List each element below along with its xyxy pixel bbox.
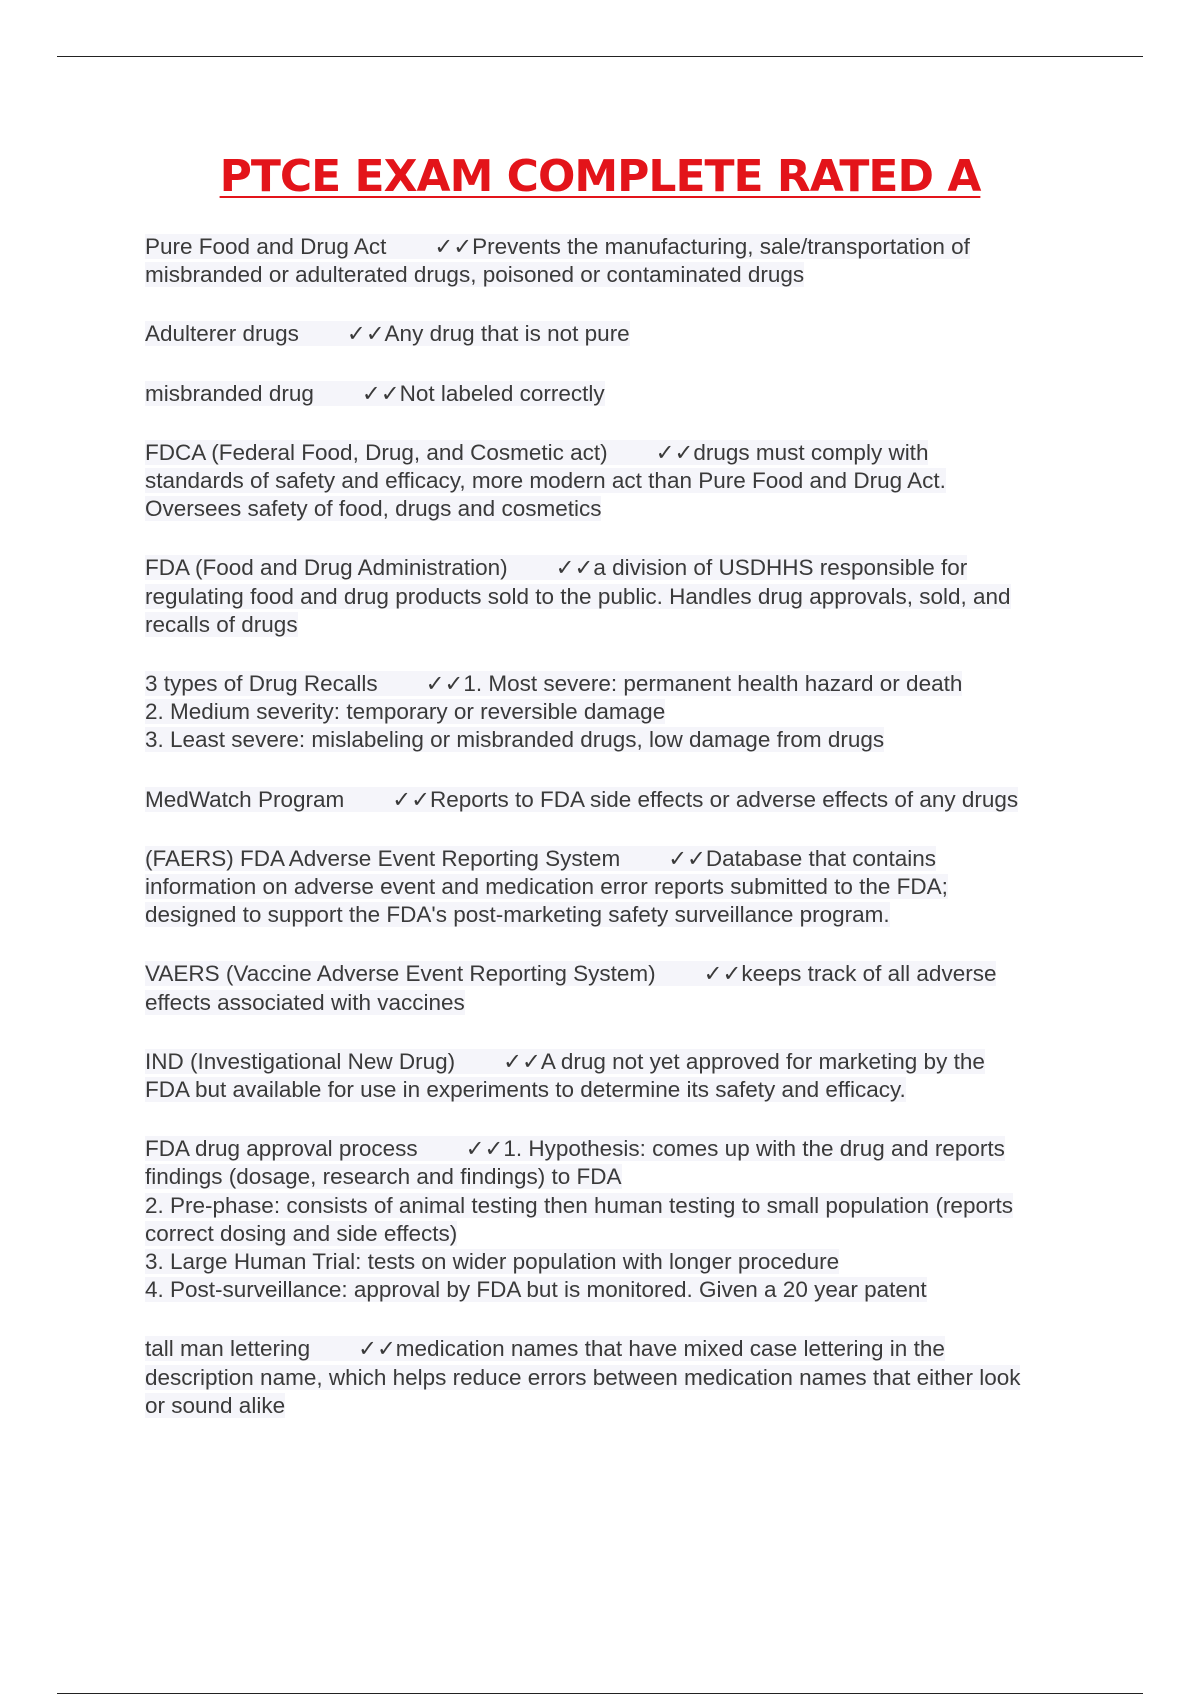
entry-first-line bbox=[145, 320, 1095, 348]
top-divider bbox=[57, 56, 1143, 57]
entry-definition-line: 3. Least severe: mislabeling or misbranded drugs, low damage from drugs bbox=[145, 727, 885, 753]
entry-definition-line: 2. Pre-phase: consists of animal testing then human testing to small population (reports bbox=[145, 1192, 1013, 1218]
entry-highlight bbox=[145, 846, 936, 871]
entry-definition-line: ✓✓a division of USDHHS responsible for bbox=[555, 555, 968, 581]
entry-definition-line: ✓✓A drug not yet approved for marketing by the bbox=[503, 1048, 985, 1074]
entry-first-line bbox=[145, 554, 1095, 582]
entry-highlight bbox=[145, 1336, 945, 1361]
entry-term: Adulterer drugs bbox=[145, 321, 299, 347]
entry-highlight bbox=[145, 555, 967, 580]
entry-term: Pure Food and Drug Act bbox=[145, 234, 387, 259]
entry-first-line bbox=[145, 380, 1095, 408]
entry-definition-line: recalls of drugs bbox=[145, 611, 298, 637]
entry-line-wrapper bbox=[145, 989, 1095, 1017]
entry-definition-line: ✓✓drugs must comply with bbox=[655, 439, 929, 465]
entry-highlight bbox=[145, 1136, 1005, 1161]
entry-definition-line: ✓✓Database that contains bbox=[668, 845, 937, 871]
flashcard-entry bbox=[145, 439, 1095, 524]
entry-definition-line: ✓✓Reports to FDA side effects or adverse effects of any drugs bbox=[392, 786, 1019, 812]
entry-line-wrapper bbox=[145, 583, 1095, 611]
entry-line-wrapper bbox=[145, 1163, 1095, 1191]
entry-line-wrapper bbox=[145, 726, 1095, 754]
entry-term: FDA drug approval process bbox=[145, 1136, 418, 1162]
flashcard-entry bbox=[145, 1335, 1095, 1420]
entry-definition-line: designed to support the FDA's post-marketing safety surveillance program. bbox=[145, 902, 890, 928]
entry-first-line bbox=[145, 1135, 1095, 1163]
page-title bbox=[0, 150, 1200, 204]
entry-line-wrapper bbox=[145, 261, 1095, 289]
flashcard-entry bbox=[145, 380, 1095, 408]
entry-term: FDA (Food and Drug Administration) bbox=[145, 555, 508, 581]
entry-definition-line: description name, which helps reduce errors between medication names that either look bbox=[145, 1364, 1021, 1390]
entry-definition-line: Oversees safety of food, drugs and cosmetics bbox=[145, 496, 602, 522]
entry-line-wrapper bbox=[145, 1220, 1095, 1248]
entry-highlight bbox=[145, 381, 605, 406]
entry-definition-line: findings (dosage, research and findings) to FDA bbox=[145, 1164, 622, 1190]
entry-definition-line: ✓✓Not labeled correctly bbox=[361, 380, 605, 406]
entry-highlight bbox=[145, 1049, 985, 1074]
entry-highlight bbox=[145, 440, 928, 465]
entry-line-wrapper bbox=[145, 1276, 1095, 1304]
entry-highlight bbox=[145, 787, 1018, 812]
entry-line-wrapper bbox=[145, 901, 1095, 929]
entry-line-wrapper bbox=[145, 467, 1095, 495]
entry-line-wrapper bbox=[145, 495, 1095, 523]
entry-highlight bbox=[145, 234, 970, 259]
entry-definition-line: ✓✓Prevents the manufacturing, sale/transportation of bbox=[434, 234, 970, 259]
flashcard-entry bbox=[145, 233, 1095, 289]
bottom-divider bbox=[57, 1693, 1143, 1694]
flashcard-entry bbox=[145, 320, 1095, 348]
flashcard-entry bbox=[145, 1048, 1095, 1104]
entry-definition-line: FDA but available for use in experiments to determine its safety and efficacy. bbox=[145, 1077, 906, 1103]
entry-first-line bbox=[145, 786, 1095, 814]
entry-definition-line: 3. Large Human Trial: tests on wider population with longer procedure bbox=[145, 1249, 840, 1275]
entry-term: misbranded drug bbox=[145, 380, 314, 406]
entry-definition-line: information on adverse event and medication error reports submitted to the FDA; bbox=[145, 874, 948, 900]
entry-term: 3 types of Drug Recalls bbox=[145, 671, 378, 697]
flashcard-entry bbox=[145, 1135, 1095, 1304]
entry-first-line bbox=[145, 1335, 1095, 1363]
entry-first-line bbox=[145, 1048, 1095, 1076]
flashcard-entry bbox=[145, 845, 1095, 930]
entry-highlight bbox=[145, 961, 996, 986]
entry-line-wrapper bbox=[145, 1248, 1095, 1276]
flashcard-entry bbox=[145, 554, 1095, 639]
entry-line-wrapper bbox=[145, 1076, 1095, 1104]
entry-first-line bbox=[145, 960, 1095, 988]
entry-definition-line: standards of safety and efficacy, more modern act than Pure Food and Drug Act. bbox=[145, 468, 946, 494]
entry-definition-line: or sound alike bbox=[145, 1392, 286, 1418]
flashcard-entry bbox=[145, 670, 1095, 755]
entry-first-line bbox=[145, 439, 1095, 467]
entry-definition-line: regulating food and drug products sold to the public. Handles drug approvals, sold, and bbox=[145, 583, 1011, 609]
entry-definition-line: effects associated with vaccines bbox=[145, 989, 465, 1015]
entry-line-wrapper bbox=[145, 873, 1095, 901]
entry-definition-line: ✓✓1. Hypothesis: comes up with the drug and reports bbox=[465, 1136, 1005, 1162]
entry-first-line bbox=[145, 233, 1095, 261]
entry-line-wrapper bbox=[145, 1192, 1095, 1220]
entry-term: MedWatch Program bbox=[145, 786, 345, 812]
entry-term: IND (Investigational New Drug) bbox=[145, 1048, 456, 1074]
entry-definition-line: ✓✓keeps track of all adverse bbox=[703, 961, 997, 987]
flashcard-entry bbox=[145, 960, 1095, 1016]
page-title-text: PTCE EXAM COMPLETE RATED A bbox=[219, 151, 981, 202]
entry-line-wrapper bbox=[145, 1392, 1095, 1420]
entry-definition-line: misbranded or adulterated drugs, poisoned or contaminated drugs bbox=[145, 262, 805, 288]
entry-term: (FAERS) FDA Adverse Event Reporting System bbox=[145, 845, 621, 871]
entry-definition-line: 2. Medium severity: temporary or reversible damage bbox=[145, 699, 666, 725]
entry-highlight bbox=[145, 671, 962, 696]
entry-term: VAERS (Vaccine Adverse Event Reporting System) bbox=[145, 961, 656, 987]
entry-highlight bbox=[145, 321, 630, 346]
flashcard-list bbox=[145, 233, 1095, 1451]
entry-first-line bbox=[145, 845, 1095, 873]
entry-first-line bbox=[145, 670, 1095, 698]
entry-definition-line: correct dosing and side effects) bbox=[145, 1220, 458, 1246]
entry-term: tall man lettering bbox=[145, 1336, 311, 1362]
entry-definition-line: ✓✓1. Most severe: permanent health hazard or death bbox=[425, 671, 963, 697]
entry-term: FDCA (Federal Food, Drug, and Cosmetic act) bbox=[145, 439, 608, 465]
entry-line-wrapper bbox=[145, 1364, 1095, 1392]
entry-definition-line: ✓✓medication names that have mixed case lettering in the bbox=[358, 1336, 945, 1362]
flashcard-entry bbox=[145, 786, 1095, 814]
entry-line-wrapper bbox=[145, 611, 1095, 639]
entry-definition-line: 4. Post-surveillance: approval by FDA but is monitored. Given a 20 year patent bbox=[145, 1277, 927, 1303]
entry-line-wrapper bbox=[145, 698, 1095, 726]
entry-definition-line: ✓✓Any drug that is not pure bbox=[346, 321, 630, 347]
